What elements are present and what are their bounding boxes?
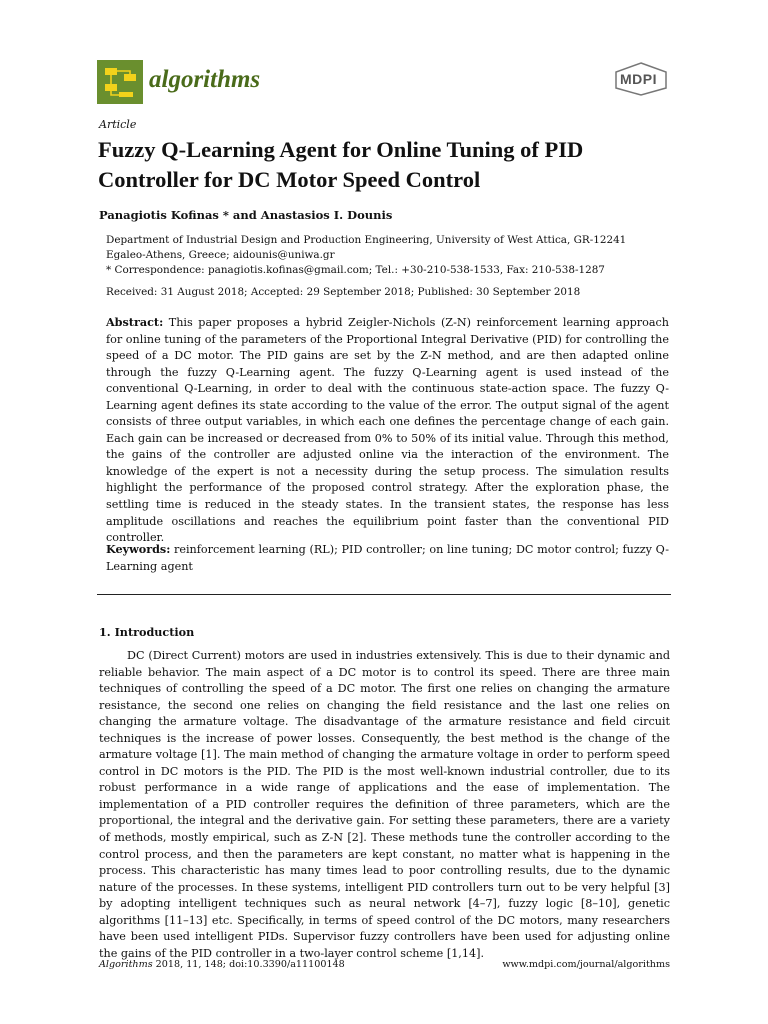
correspondence: * Correspondence: panagiotis.kofinas@gmail.com; Tel.: +30-210-538-1533, Fax: 210-538-1287 [106,264,605,276]
publication-dates: Received: 31 August 2018; Accepted: 29 September 2018; Published: 30 September 2018 [106,286,581,298]
section-heading-introduction: 1. Introduction [99,625,195,639]
introduction-body [99,648,670,962]
introduction-paragraph: DC (Direct Current) motors are used in industries extensively. This is due to their dynamic and reliable behavior. The main aspect of a DC motor is to control its speed. There are three main techniques of controlling the speed of a DC motor. The first one relies on changing the armature resistance, the second one relies on changing the field resistance and the last one relies on changing the armature voltage. The disadvantage of the armature resistance and field circuit techniques is the increase of power losses. Consequently, the best method is the change of the armature voltage [1]. The main method of changing the armature voltage in order to perform speed control in DC motors is the PID. The PID is the most well-known industrial controller, due to its robust performance in a wide range of applications and the ease of implementation. The implementation of a PID controller requires the definition of three parameters, which are the proportional, the integral and the derivative gain. For setting these parameters, there are a variety of methods, mostly empirical, such as Z-N [2]. These methods tune the controller according to the control process, and then the parameters are kept constant, no matter what is happening in the process. This characteristic has many times lead to poor controlling results, due to the dynamic nature of the processes. In these systems, intelligent PID controllers turn out to be very helpful [3] by adopting intelligent techniques such as neural network [4–7], fuzzy logic [8–10], genetic algorithms [11–13] etc. Specifically, in terms of speed control of the DC motors, many researchers have been used intelligent PIDs. Supervisor fuzzy controllers have been used for adjusting online the gains of the PID controller in a two-layer control scheme [1,14]. [99,649,670,960]
abstract [106,314,669,547]
publisher-name: MDPI [620,71,657,87]
abstract-text: This paper proposes a hybrid Zeigler-Nichols (Z-N) reinforcement learning approach for online tuning of the parameters of the Proportional Integral Derivative (PID) for controlling the speed of a DC motor. The PID gains are set by the Z-N method, and are then adapted online through the fuzzy Q-Learning agent. The fuzzy Q-Learning agent is used instead of the conventional Q-Learning, in order to deal with the continuous state-action space. The fuzzy Q-Learning agent defines its state according to the value of the error. The output signal of the agent consists of three output variables, in which each one defines the percentage change of each gain. Each gain can be increased or decreased from 0% to 50% of its initial value. Through this method, the gains of the controller are adjusted online via the interaction of the environment. The knowledge of the expert is not a necessity during the setup process. The simulation results highlight the performance of the proposed control strategy. After the exploration phase, the settling time is reduced in the steady states. In the transient states, the response has less amplitude oscillations and reaches the equilibrium point faster than the conventional PID controller. [106,316,669,545]
journal-logo-icon [97,60,143,104]
abstract-label: Abstract: [106,315,164,329]
footer-journal: Algorithms [99,959,153,970]
section-divider [97,594,671,595]
footer-citation [99,959,345,970]
keywords [106,541,669,575]
footer-url[interactable]: www.mdpi.com/journal/algorithms [502,959,670,970]
keywords-label: Keywords: [106,542,171,556]
affiliation: Department of Industrial Design and Production Engineering, University of West Attica, GR-12241 Egaleo-Athens, Greece; aidounis@uniwa.gr [106,234,627,261]
journal-name: algorithms [149,66,261,93]
authors: Panagiotis Kofinas * and Anastasios I. Dounis [99,208,393,222]
publisher-logo [612,62,670,96]
footer-citation-text: 2018, 11, 148; doi:10.3390/a11100148 [152,959,345,970]
article-type: Article [99,118,137,131]
paper-title: Fuzzy Q-Learning Agent for Online Tuning of PID Controller for DC Motor Speed Control [98,137,584,192]
keywords-text: reinforcement learning (RL); PID controller; on line tuning; DC motor control; fuzzy Q-Learning agent [106,543,669,573]
